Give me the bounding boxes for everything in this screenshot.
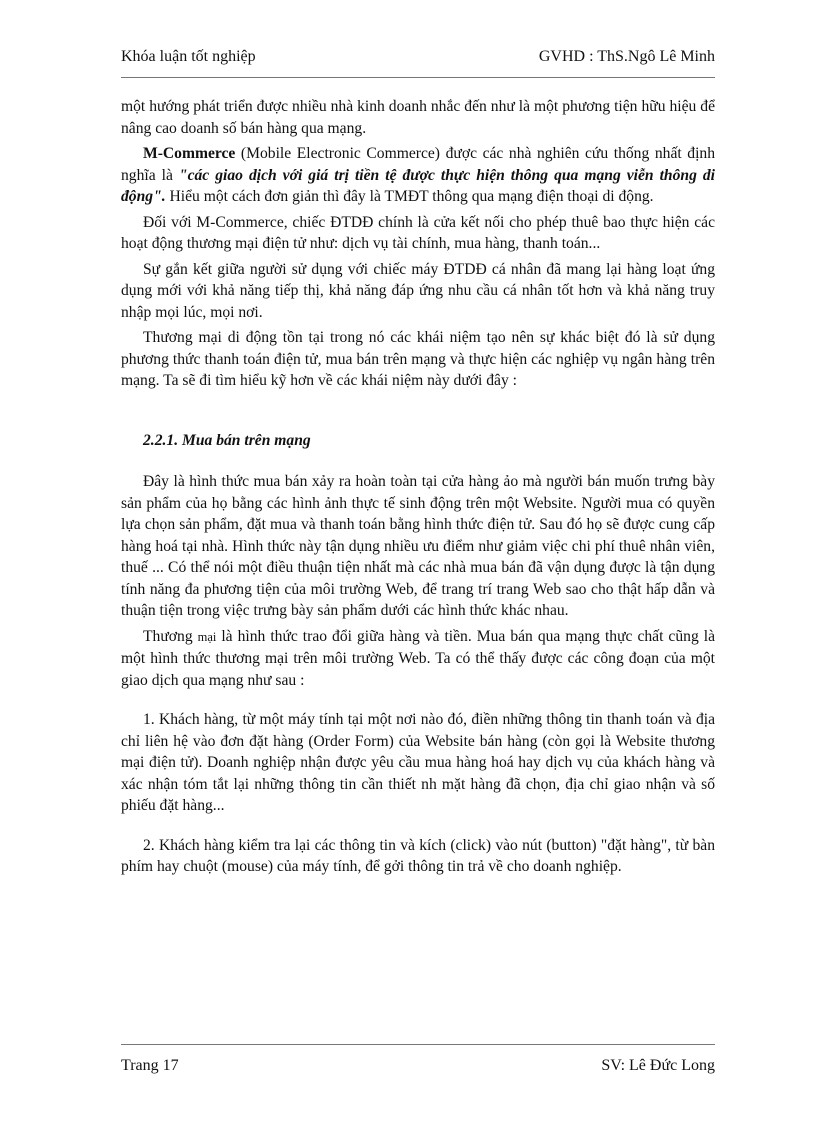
- definition-text: "các giao dịch với giá trị tiền tệ được thực hiện thông qua mạng viễn thông di động".: [121, 166, 716, 205]
- paragraph-3: Đối với M-Commerce, chiếc ĐTDĐ chính là cửa kết nối cho phép thuê bao thực hiện các hoạt động thương mại điện tử như: dịch vụ tài chính, mua hàng, thanh toán...: [121, 213, 715, 252]
- page-header: [121, 48, 715, 66]
- paragraph-1: một hướng phát triển được nhiều nhà kinh doanh nhắc đến như là một phương tiện hữu hiệu để nâng cao doanh số bán hàng qua mạng.: [121, 98, 715, 137]
- paragraph-5: Thương mại di động tồn tại trong nó các khái niệm tạo nên sự khác biệt đó là sử dụng phương thức thanh toán điện tử, mua bán trên mạng và thực hiện các nghiệp vụ ngân hàng trên mạng. Ta sẽ đi tìm hiểu kỹ hơn về các khái niệm này dưới đây :: [121, 329, 715, 389]
- paragraph-4: Sự gắn kết giữa người sử dụng với chiếc máy ĐTDĐ cá nhân đã mang lại hàng loạt ứng dụng mới với khả năng tiếp thị, khả năng đáp ứng nhu cầu cá nhân tốt hơn và khả năng truy nhập mọi lúc, mọi nơi.: [121, 260, 715, 321]
- document-body: [121, 96, 715, 882]
- page-footer: [121, 1057, 715, 1075]
- paragraph-7-small-word: mại: [197, 629, 217, 644]
- header-right: GVHD : ThS.Ngô Lê Minh: [538, 48, 715, 65]
- paragraph-7-text-a: Thương: [143, 627, 198, 645]
- paragraph-7-text-b: là hình thức trao đổi giữa hàng và tiền. Mua bán qua mạng thực chất cũng là một hình thức thương mại trên môi trường Web. Ta có thể thấy được các công đoạn của một giao dịch qua mạng như sau :: [121, 627, 715, 689]
- paragraph-2-text-b: Hiểu một cách đơn giản thì đây là TMĐT thông qua mạng điện thoại di động.: [165, 188, 654, 205]
- footer-divider: [121, 1044, 715, 1045]
- list-item-2: 2. Khách hàng kiểm tra lại các thông tin và kích (click) vào nút (button) "đặt hàng", từ bàn phím hay chuột (mouse) của máy tính, để gởi thông tin trả về cho doanh nghiệp.: [121, 836, 715, 875]
- header-left: Khóa luận tốt nghiệp: [121, 48, 256, 65]
- spacer: [121, 695, 715, 709]
- paragraph-2-text-a: (Mobile Electronic Commerce) được các nhà nghiên cứu thống nhất định nghĩa là: [121, 145, 715, 184]
- list-item-1: 1. Khách hàng, từ một máy tính tại một nơi nào đó, điền những thông tin thanh toán và địa chỉ liên hệ vào đơn đặt hàng (Order Form) của Website bán hàng (còn gọi là Website thương mại điện tử). Doanh nghiệp nhận được yêu cầu mua hàng hoá hay dịch vụ của khách hàng và xác nhận tóm tắt lại những thông tin cần thiết nh mặt hàng đã chọn, địa chỉ giao nhận và số phiếu đặt hàng...: [121, 711, 715, 814]
- section-heading: 2.2.1. Mua bán trên mạng: [143, 431, 311, 449]
- header-divider: [121, 77, 715, 78]
- spacer: [121, 821, 715, 835]
- footer-student: SV: Lê Đức Long: [601, 1057, 715, 1074]
- term-mcommerce: M-Commerce: [143, 145, 236, 162]
- paragraph-7: [121, 626, 715, 692]
- footer-page-number: Trang 17: [121, 1057, 179, 1074]
- paragraph-6: Đây là hình thức mua bán xảy ra hoàn toàn tại cửa hàng ảo mà người bán muốn trưng bày sản phẩm của họ bằng các hình ảnh thực tế sinh động trên một Website. Người mua có quyền lựa chọn sản phẩm, đặt mua và thanh toán bằng hình thức điện tử. Sau đó họ sẽ được cung cấp hàng hoá tại nhà. Hình thức này tận dụng nhiều ưu điểm như giảm việc chi phí thuê nhân viên, thuế ... Có thể nói một điều thuận tiện nhất mà các nhà mua bán đã vận dụng được là tận dụng tính năng đa phương tiện của môi trường Web, để trang trí trang Web sao cho thật hấp dẫn và thuận tiện trong việc trưng bày sản phẩm dưới các hình thức khác nhau.: [121, 473, 715, 619]
- paragraph-2: [121, 143, 715, 208]
